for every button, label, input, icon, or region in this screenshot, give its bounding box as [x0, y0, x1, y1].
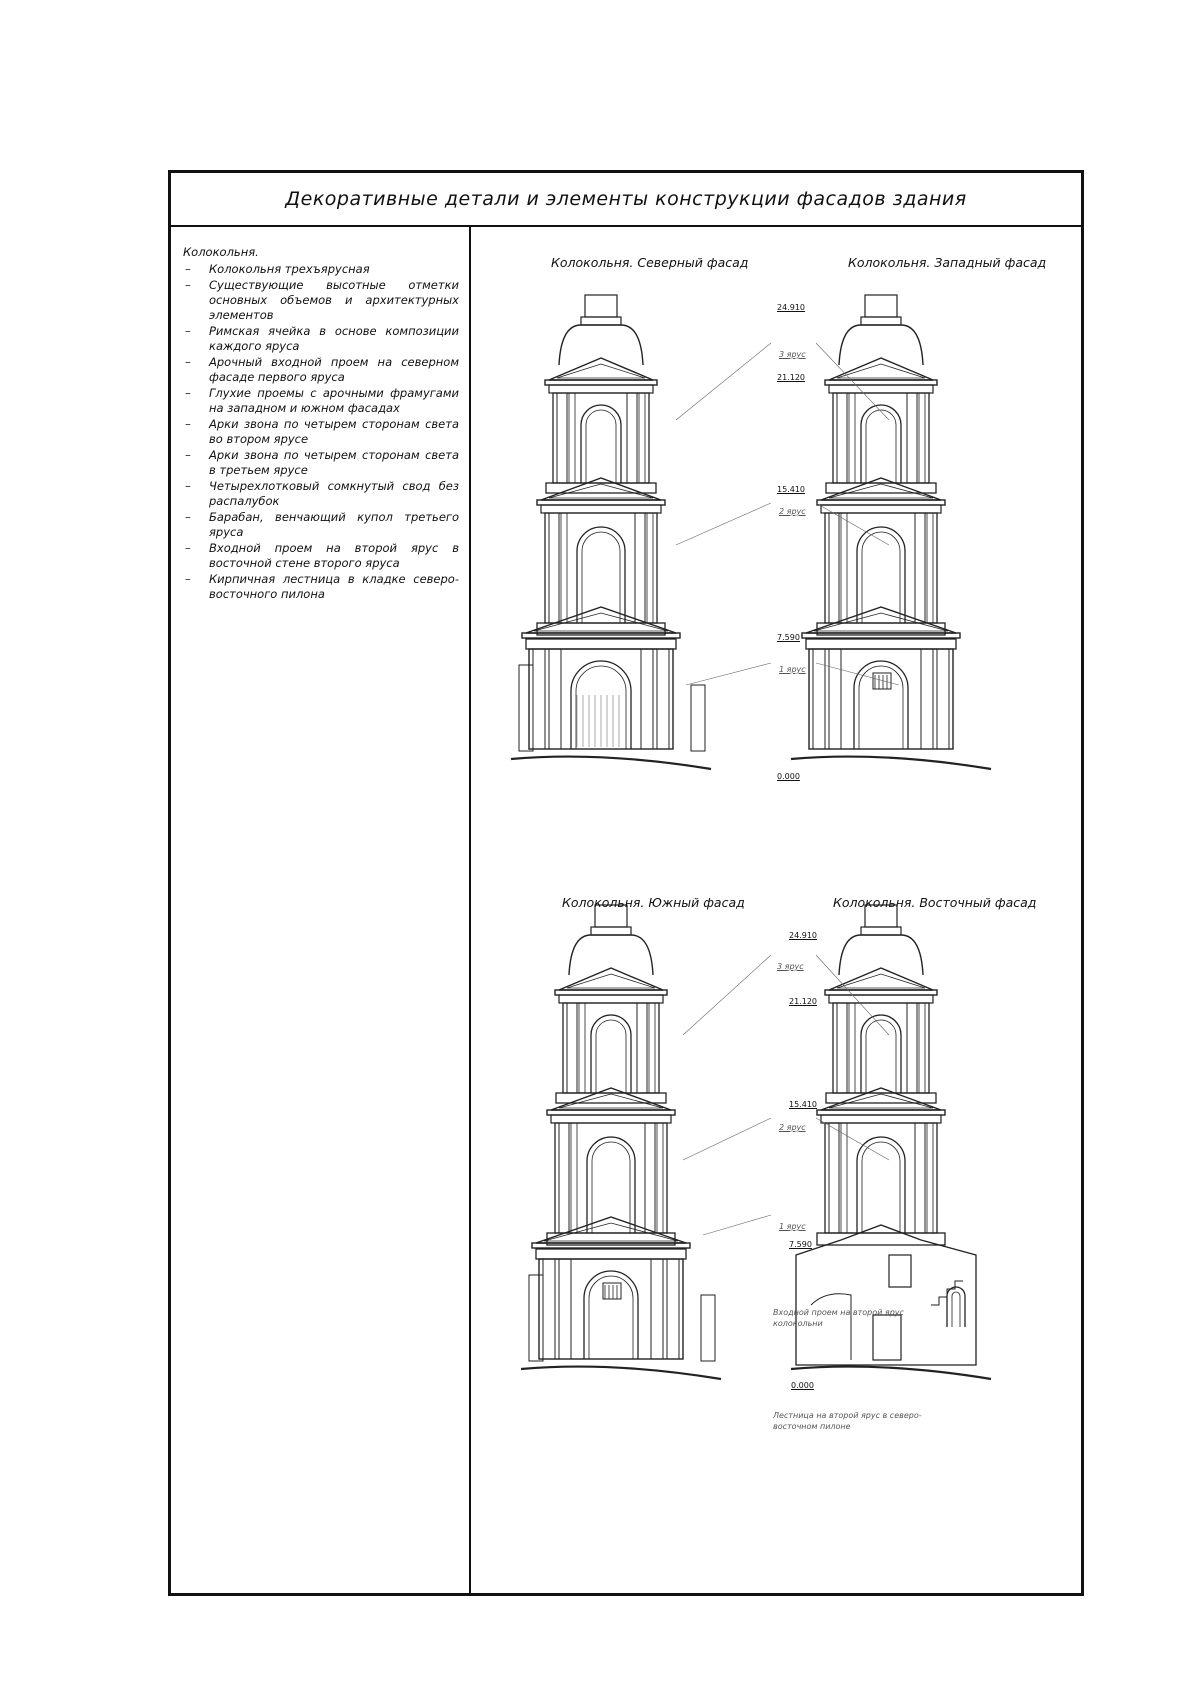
adjacent-wall: [519, 665, 533, 751]
tier-label: 2 ярус: [779, 507, 806, 516]
ground-line: [791, 757, 991, 769]
pediment: [821, 478, 941, 500]
tier-1-body: [539, 1259, 683, 1359]
tier-label: 1 ярус: [779, 1222, 806, 1231]
leader-line: [686, 663, 771, 685]
pediment: [559, 968, 663, 990]
column: [829, 1123, 839, 1233]
pediment: [544, 1223, 678, 1241]
lantern: [865, 295, 897, 317]
entry-arch: [589, 1276, 633, 1359]
cornice: [545, 380, 657, 385]
leader-line: [816, 1118, 889, 1160]
section-heading: Колокольня.: [183, 245, 259, 259]
pilaster: [559, 1259, 571, 1359]
pediment: [541, 478, 661, 500]
note-item: – Глухие проемы с арочными фрамугами на западном и южном фасадах: [183, 386, 459, 416]
elevation-mark: 21.120: [789, 997, 817, 1006]
cornice: [825, 990, 937, 995]
lantern-base: [591, 927, 631, 935]
cornice: [817, 1110, 945, 1115]
cornice: [547, 1110, 675, 1115]
east-facade-title: Колокольня. Восточный фасад: [833, 895, 1037, 910]
adjacent-wall: [529, 1275, 543, 1361]
adjacent-wall: [701, 1295, 715, 1361]
elevation-drawings: [471, 225, 1081, 1595]
entry-arch: [854, 661, 908, 749]
entablature: [551, 1115, 671, 1123]
column: [837, 1003, 847, 1093]
entablature: [806, 639, 956, 649]
tier-2-base: [817, 1233, 945, 1245]
elevation-mark: 15.410: [789, 1100, 817, 1109]
small-arch: [952, 1292, 960, 1327]
entry-arch: [584, 1271, 638, 1359]
pilaster: [921, 649, 933, 749]
bell-arch-tier-3: [596, 1020, 626, 1093]
column: [841, 1123, 847, 1233]
elevation-mark: 24.910: [777, 303, 805, 312]
column: [837, 393, 847, 483]
column: [927, 1123, 933, 1233]
entablature: [549, 385, 653, 393]
pilaster: [657, 649, 669, 749]
column: [627, 393, 637, 483]
column: [849, 1003, 855, 1093]
column: [639, 393, 645, 483]
entry-arch: [859, 666, 903, 749]
pilaster: [533, 649, 545, 749]
bell-arch-tier-3: [591, 1015, 631, 1093]
leader-line: [816, 503, 889, 545]
small-arch: [947, 1287, 965, 1327]
elevation-mark: 21.120: [777, 373, 805, 382]
notes-list: [183, 262, 459, 602]
pediment: [821, 1088, 941, 1110]
note-item: – Барабан, венчающий купол третьего яруса: [183, 510, 459, 540]
adjacent-wall: [691, 685, 705, 751]
pilaster: [549, 649, 561, 749]
bell-arch-tier-3: [866, 1020, 896, 1093]
elevation-mark: 7.590: [789, 1240, 812, 1249]
tier-label: 1 ярус: [779, 665, 806, 674]
column: [841, 513, 847, 623]
pilaster: [543, 1259, 555, 1359]
notes-column: [171, 225, 471, 1593]
column: [919, 393, 925, 483]
column: [649, 1003, 655, 1093]
column: [927, 513, 933, 623]
note-item: – Кирпичная лестница в кладке северо-восточного пилона: [183, 572, 459, 602]
column: [569, 393, 575, 483]
leader-line: [676, 343, 771, 420]
west-facade-title: Колокольня. Западный фасад: [848, 255, 1047, 270]
column: [657, 1123, 663, 1233]
elevation-mark: 24.910: [789, 931, 817, 940]
pilaster: [829, 649, 841, 749]
column: [571, 1123, 577, 1233]
bell-arch-tier-3: [586, 410, 616, 483]
note-item: – Арочный входной проем на северном фасаде первого яруса: [183, 355, 459, 385]
pediment: [829, 358, 933, 380]
tier-1-body: [809, 649, 953, 749]
column: [915, 1123, 925, 1233]
column: [915, 513, 925, 623]
cornice: [825, 380, 937, 385]
column: [919, 1003, 925, 1093]
cornice: [817, 500, 945, 505]
bell-arch-tier-2: [592, 1142, 630, 1233]
note-item: – Арки звона по четырем сторонам света в третьем ярусе: [183, 448, 459, 478]
tier-label: 2 ярус: [779, 1123, 806, 1132]
note-item: – Римская ячейка в основе композиции каждого яруса: [183, 324, 459, 354]
column: [561, 513, 567, 623]
leader-line: [703, 1215, 771, 1235]
window-opening: [603, 1283, 621, 1299]
column: [637, 1003, 647, 1093]
stair-callout: Лестница на второй ярус в северо-восточном пилоне: [773, 1411, 922, 1431]
note-item: – Существующие высотные отметки основных объемов и архитектурных элементов: [183, 278, 459, 323]
elevation-mark: 0.000: [791, 1381, 814, 1390]
bell-arch-tier-2: [862, 532, 900, 623]
pediment: [549, 358, 653, 380]
pilaster: [651, 1259, 663, 1359]
entablature: [559, 995, 663, 1003]
leader-line: [683, 1118, 771, 1160]
pilaster: [937, 649, 949, 749]
drawing-sheet: [168, 170, 1084, 1596]
column: [549, 513, 559, 623]
entablature: [829, 385, 933, 393]
column: [557, 393, 567, 483]
pilaster: [667, 1259, 679, 1359]
south-facade-title: Колокольня. Южный фасад: [562, 895, 745, 910]
column: [579, 1003, 585, 1093]
lantern-base: [581, 317, 621, 325]
note-item: – Арки звона по четырем сторонам света во втором ярусе: [183, 417, 459, 447]
cornice: [537, 500, 665, 505]
bell-arch-tier-3: [866, 410, 896, 483]
bell-arch-tier-3: [861, 405, 901, 483]
ground-line: [511, 757, 711, 769]
dome: [559, 325, 643, 365]
entablature: [829, 995, 933, 1003]
column: [647, 513, 653, 623]
tier-2-body: [825, 1123, 937, 1233]
title-bar: [171, 173, 1081, 227]
lantern-base: [861, 317, 901, 325]
column: [559, 1123, 569, 1233]
tier-label: 3 ярус: [779, 350, 806, 359]
pediment: [534, 613, 668, 631]
elevation-mark: 15.410: [777, 485, 805, 494]
ground-line: [791, 1367, 991, 1379]
bell-arch-tier-2: [582, 532, 620, 623]
column: [635, 513, 645, 623]
dome: [569, 935, 653, 975]
dome: [839, 325, 923, 365]
elevation-mark: 0.000: [777, 772, 800, 781]
pilaster: [641, 649, 653, 749]
leader-line: [676, 503, 771, 545]
entablature: [536, 1249, 686, 1259]
bell-arch-tier-3: [861, 1015, 901, 1093]
lantern: [585, 295, 617, 317]
window-opening: [873, 673, 891, 689]
dome: [839, 935, 923, 975]
column: [829, 513, 839, 623]
tier-1-ruin: [796, 1225, 976, 1365]
ground-line: [521, 1367, 721, 1379]
entry-callout: Входной проем на второй ярус колокольни: [773, 1308, 904, 1328]
note-item: – Колокольня трехъярусная: [183, 262, 459, 277]
tier-label: 3 ярус: [777, 962, 804, 971]
column: [849, 393, 855, 483]
north-facade-title: Колокольня. Северный фасад: [551, 255, 749, 270]
entablature: [526, 639, 676, 649]
column: [907, 393, 917, 483]
column: [907, 1003, 917, 1093]
entablature: [821, 1115, 941, 1123]
column: [567, 1003, 577, 1093]
leader-line: [816, 343, 889, 420]
column: [645, 1123, 655, 1233]
pediment: [814, 613, 948, 631]
elevation-mark: 7.590: [777, 633, 800, 642]
window-opening: [889, 1255, 911, 1287]
elevations-column: [471, 225, 1081, 1593]
leader-line: [683, 955, 771, 1035]
sheet-title: Декоративные детали и элементы конструкции фасадов здания: [285, 188, 967, 210]
pediment: [551, 1088, 671, 1110]
note-item: – Четырехлотковый сомкнутый свод без распалубок: [183, 479, 459, 509]
bell-arch-tier-3: [581, 405, 621, 483]
cornice: [555, 990, 667, 995]
entablature: [821, 505, 941, 513]
entablature: [541, 505, 661, 513]
note-item: – Входной проем на второй ярус в восточной стене второго яруса: [183, 541, 459, 571]
lantern-base: [861, 927, 901, 935]
